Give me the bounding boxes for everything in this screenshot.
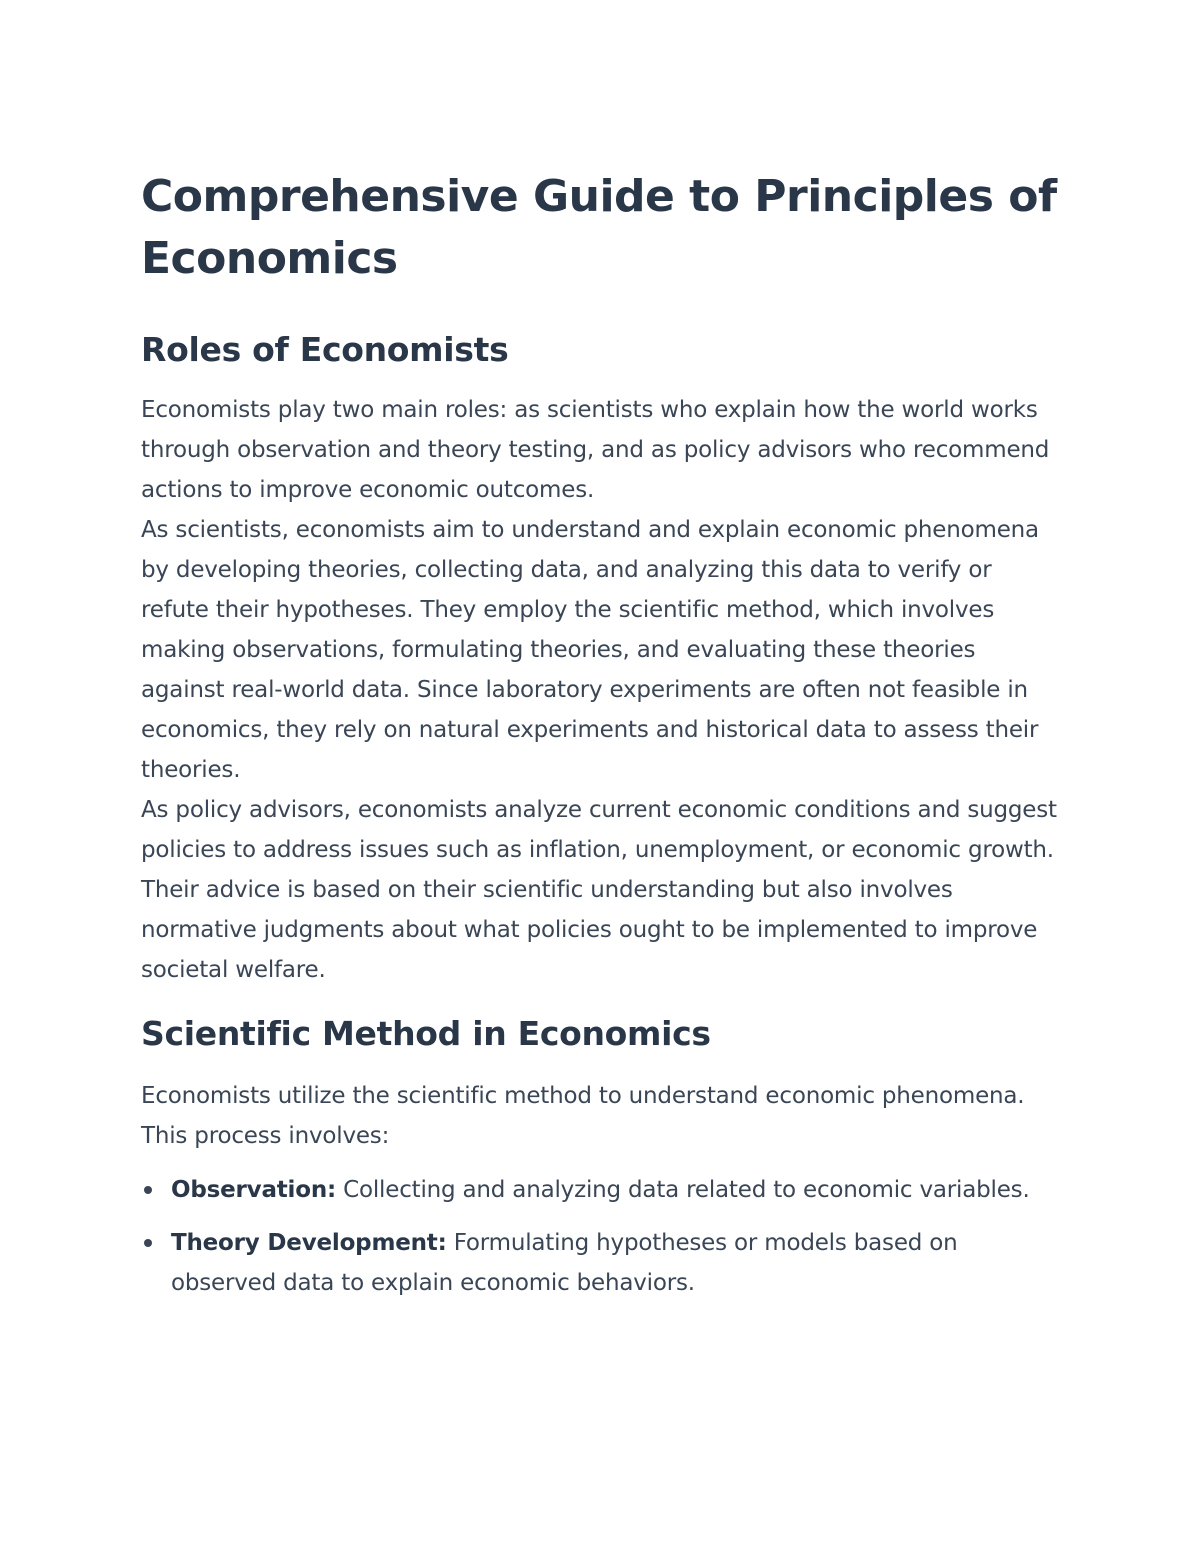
document-page xyxy=(141,166,1061,1316)
section-body-roles-of-economists xyxy=(141,390,1061,990)
bullet-list xyxy=(141,1170,1061,1303)
list-item xyxy=(141,1170,1061,1210)
list-item-text: Formulating hypotheses or models based on observed data to explain economic behaviors. xyxy=(171,1230,958,1296)
section-heading-scientific-method: Scientific Method in Economics xyxy=(141,1014,711,1053)
document-title: Comprehensive Guide to Principles of Economics xyxy=(141,171,1057,284)
section-heading-roles-of-economists: Roles of Economists xyxy=(141,330,509,369)
bullet-icon xyxy=(144,1239,152,1247)
bullet-icon xyxy=(144,1186,152,1194)
paragraph: Economists play two main roles: as scientists who explain how the world works through observation and theory testing, and as policy advisors who recommend actions to improve economic outcomes. xyxy=(141,397,1050,503)
list-item-term: Observation: xyxy=(171,1177,337,1203)
paragraph: As policy advisors, economists analyze current economic conditions and suggest policies to address issues such as inflation, unemployment, or economic growth. Their advice is based on their scientific understanding but also involves normative judgments about what policies ought to be implemented to improve societal welfare. xyxy=(141,797,1057,983)
section-intro-paragraph: Economists utilize the scientific method to understand economic phenomena. This process involves: xyxy=(141,1083,1025,1149)
list-item-text: Collecting and analyzing data related to economic variables. xyxy=(336,1177,1030,1203)
list-item-term: Theory Development: xyxy=(171,1230,447,1256)
list-item xyxy=(141,1223,1061,1303)
paragraph: As scientists, economists aim to understand and explain economic phenomena by developing theories, collecting data, and analyzing this data to verify or refute their hypotheses. They employ the scientific method, which involves making observations, formulating theories, and evaluating these theories against real-world data. Since laboratory experiments are often not feasible in economics, they rely on natural experiments and historical data to assess their theories. xyxy=(141,517,1039,783)
